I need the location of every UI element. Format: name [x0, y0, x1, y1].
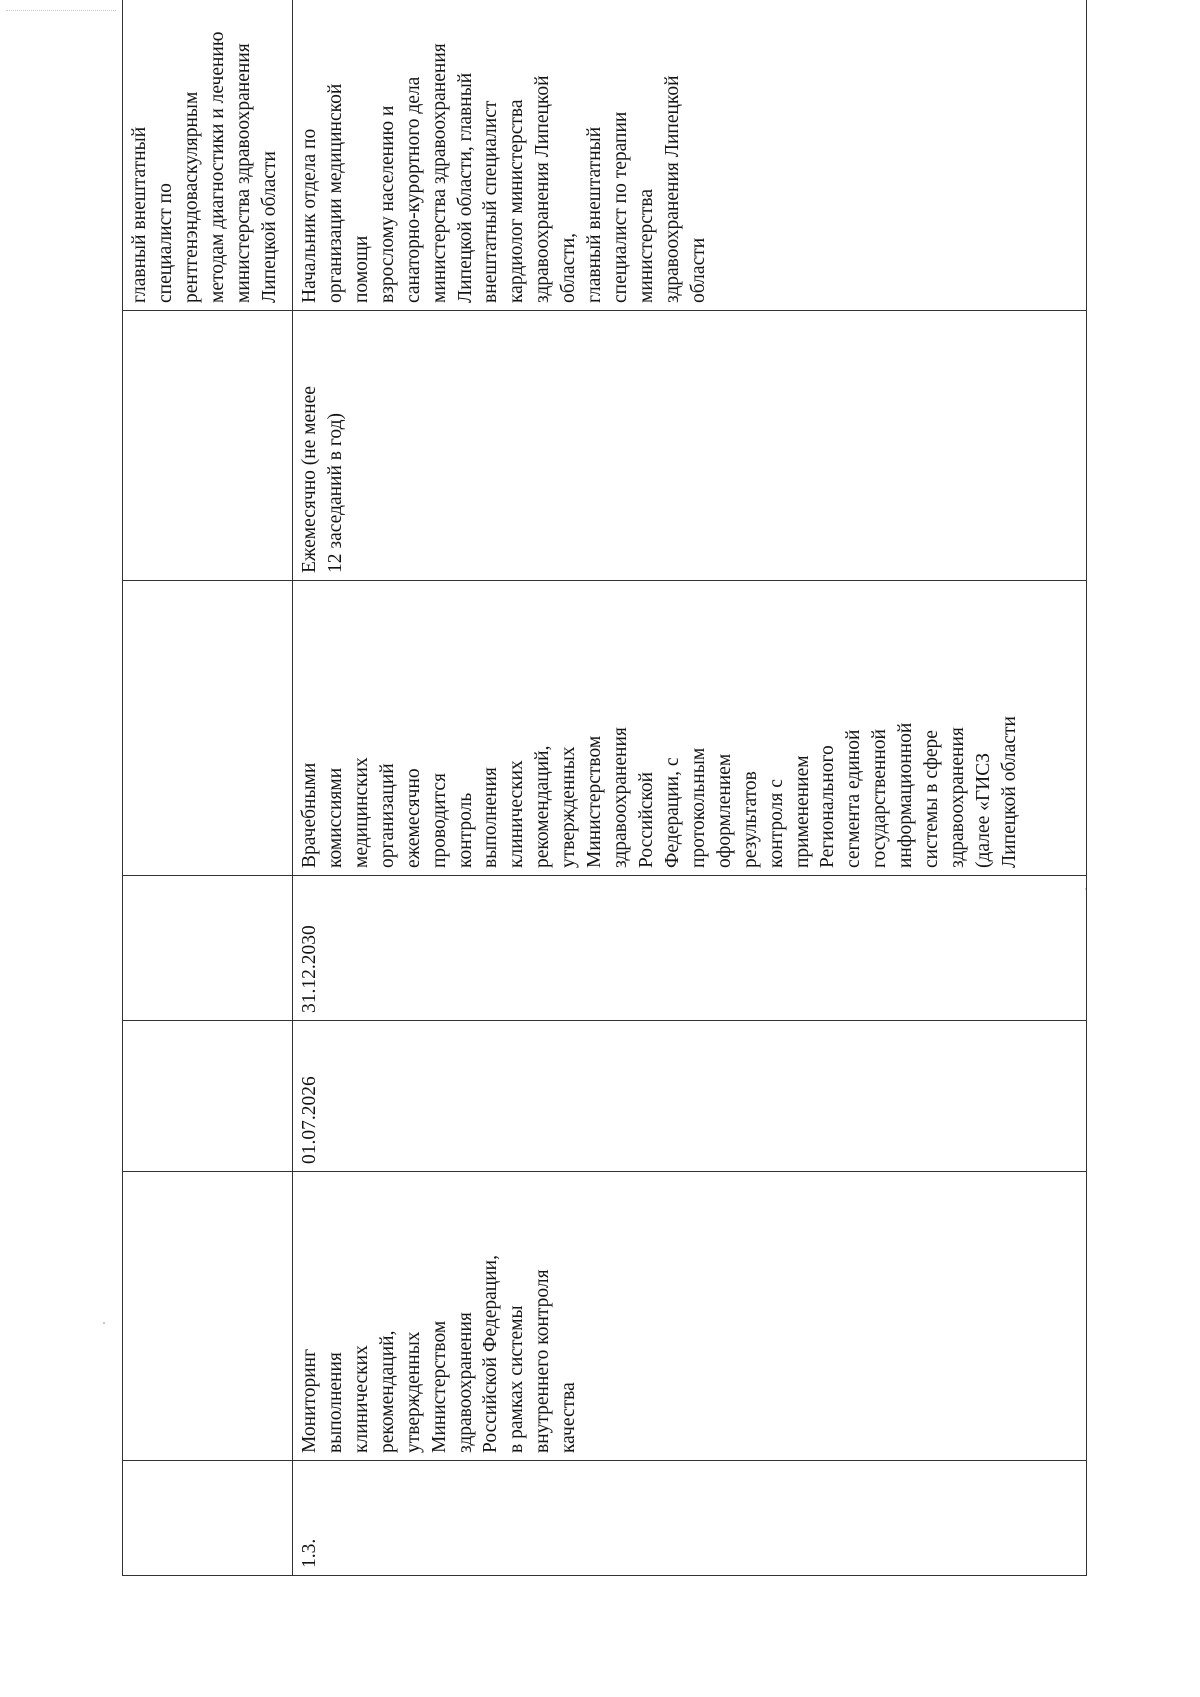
cell-number — [123, 1461, 293, 1576]
cell-responsible: главный внештатный специалист по рентгенэндоваскулярным методам диагностики и лечению министерства здравоохранения Липецкой области — [123, 0, 293, 311]
cell-event — [123, 1172, 293, 1461]
cell-responsible: Начальник отдела по организации медицинской помощи взрослому населению и санаторно-курортного дела министерства здравоохранения Липецкой области, главный внештатный специалист кардиолог министерства здравоохранения Липецкой области, главный внештатный специалист по терапии министерства здравоохранения Липецкой области — [293, 0, 1087, 311]
cell-start-date: 01.07.2026 — [293, 1021, 1087, 1172]
cell-end-date — [123, 876, 293, 1021]
scan-edge-mark — [6, 10, 116, 11]
cell-result — [123, 581, 293, 876]
cell-end-date: 31.12.2030 — [293, 876, 1087, 1021]
scan-speck — [103, 1322, 105, 1324]
cell-event: Мониторинг выполнения клинических рекомендаций, утвержденных Министерством здравоохранения Российской Федерации, в рамках системы внутреннего контроля качества — [293, 1172, 1087, 1461]
table-row — [123, 0, 293, 1576]
cell-frequency — [123, 311, 293, 581]
cell-start-date — [123, 1021, 293, 1172]
cell-frequency: Ежемесячно (не менее 12 заседаний в год) — [293, 311, 1087, 581]
rotated-page-content — [122, 0, 1087, 1576]
cell-number: 1.3. — [293, 1461, 1087, 1576]
table-row — [293, 0, 1087, 1576]
action-plan-table — [122, 0, 1087, 1576]
cell-result: Врачебными комиссиями медицинских организаций ежемесячно проводится контроль выполнения клинических рекомендаций, утвержденных Министерством здравоохранения Российской Федерации, с протокольным оформлением результатов контроля с применением Регионального сегмента единой государственной информационной системы в сфере здравоохранения (далее «ГИСЗ Липецкой области — [293, 581, 1087, 876]
